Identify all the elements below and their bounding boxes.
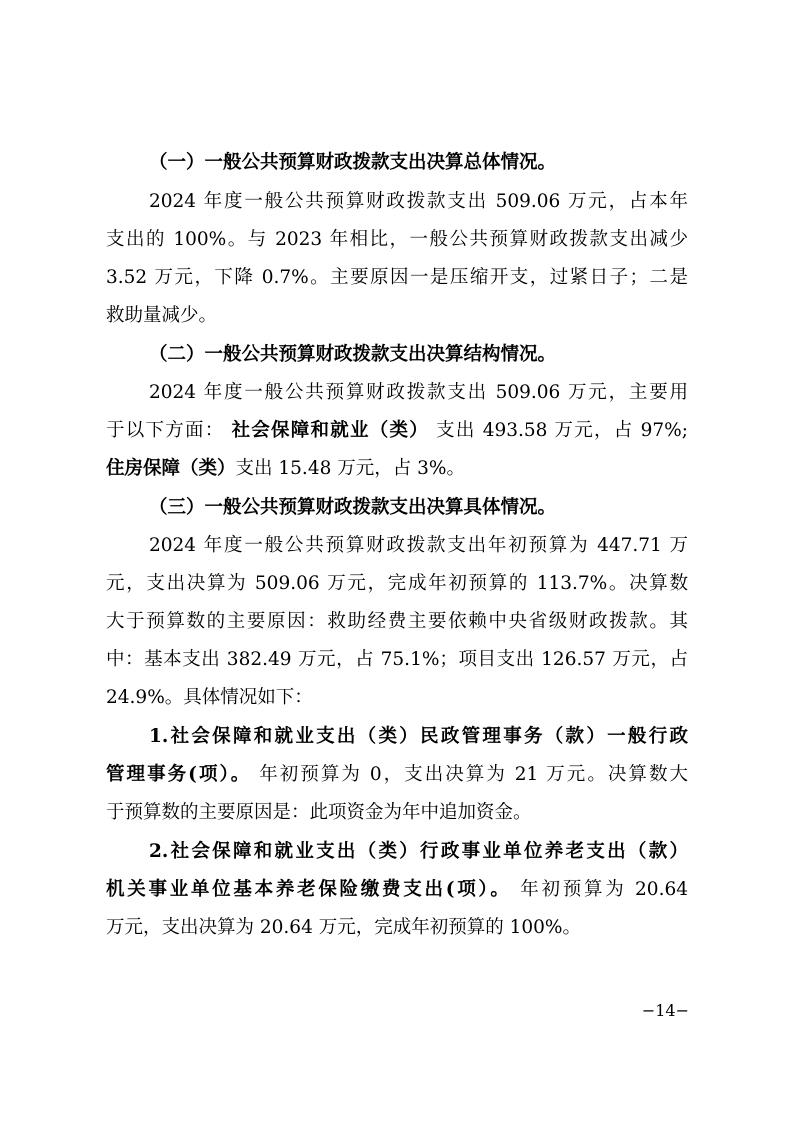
body-text: 支出 15.48 万元，占 3%。 (235, 458, 465, 479)
body-text: 支出 493.58 万元，占 97%; (436, 420, 688, 441)
body-line: 救助量减少。 (106, 305, 218, 326)
body-line: 元，支出决算为 509.06 万元，完成年初预算的 113.7%。决算数 (106, 573, 688, 594)
body-line (106, 457, 688, 481)
body-line: 大于预算数的主要原因：救助经费主要依赖中央省级财政拨款。其 (106, 611, 688, 632)
item-2-heading: 2.社会保障和就业支出（类）行政事业单位养老支出（款） (149, 841, 688, 862)
section-heading-3: （三）一般公共预算财政拨款支出决算具体情况。 (149, 497, 557, 518)
body-line: 万元，支出决算为 20.64 万元，完成年初预算的 100%。 (106, 917, 581, 938)
item-1-heading: 1.社会保障和就业支出（类）民政管理事务（款）一般行政 (149, 726, 688, 747)
item-2-heading-cont: 机关事业单位基本养老保险缴费支出(项）。 (106, 879, 512, 900)
page-number: −14− (641, 1001, 689, 1020)
body-text: 于以下方面： (106, 420, 225, 441)
body-text: 年初预算为 0，支出决算为 21 万元。决算数大 (259, 764, 688, 785)
section-heading-1: （一）一般公共预算财政拨款支出决算总体情况。 (149, 152, 557, 173)
body-line: 支出的 100%。与 2023 年相比，一般公共预算财政拨款支出减少 (106, 229, 688, 250)
category-social-security: 社会保障和就业（类） (231, 420, 429, 441)
body-line (106, 419, 688, 443)
body-line: 2024 年度一般公共预算财政拨款支出 509.06 万元，占本年 (149, 191, 688, 212)
category-housing: 住房保障（类） (106, 458, 236, 479)
body-line: 3.52 万元，下降 0.7%。主要原因一是压缩开支，过紧日子；二是 (106, 267, 688, 288)
body-line: 2024 年度一般公共预算财政拨款支出年初预算为 447.71 万 (149, 535, 688, 556)
body-line: 2024 年度一般公共预算财政拨款支出 509.06 万元，主要用 (149, 382, 688, 403)
body-text: 年初预算为 20.64 (520, 879, 688, 900)
body-line (106, 878, 688, 902)
body-line: 于预算数的主要原因是：此项资金为年中追加资金。 (106, 802, 532, 823)
body-line: 中：基本支出 382.49 万元，占 75.1%；项目支出 126.57 万元，占 (106, 649, 688, 670)
body-line: 24.9%。具体情况如下： (106, 687, 313, 708)
item-1-heading-cont: 管理事务(项）。 (106, 764, 252, 785)
body-line (106, 763, 688, 787)
section-heading-2: （二）一般公共预算财政拨款支出决算结构情况。 (149, 344, 557, 365)
